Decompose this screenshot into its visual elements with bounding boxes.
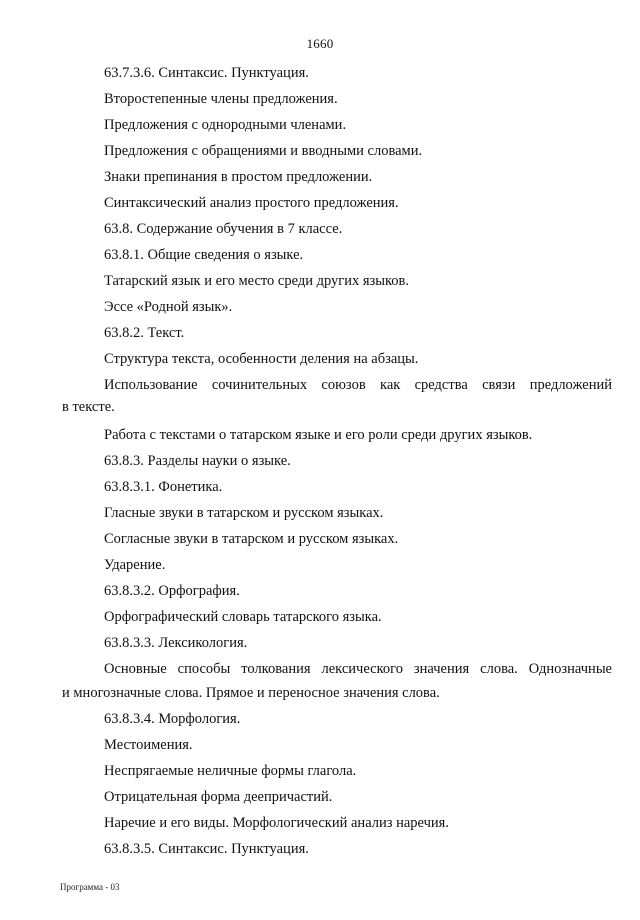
page-footer: Программа - 03 (60, 882, 120, 892)
paragraph: Предложения с обращениями и вводными словами. (104, 143, 423, 159)
paragraph: Второстепенные члены предложения. (104, 91, 338, 107)
section-heading: 63.8.3.2. Орфография. (104, 583, 240, 599)
section-heading: 63.8.3. Разделы науки о языке. (104, 453, 291, 469)
section-heading: 63.8. Содержание обучения в 7 классе. (104, 221, 343, 237)
paragraph: Неспрягаемые неличные формы глагола. (104, 763, 357, 779)
section-heading: 63.8.3.4. Морфология. (104, 711, 241, 727)
section-heading: 63.7.3.6. Синтаксис. Пунктуация. (104, 65, 309, 81)
paragraph: Татарский язык и его место среди других языков. (104, 273, 410, 289)
paragraph: Синтаксический анализ простого предложения. (104, 195, 399, 211)
paragraph: Структура текста, особенности деления на абзацы. (104, 351, 419, 367)
paragraph: Местоимения. (104, 737, 193, 753)
paragraph: Орфографический словарь татарского языка. (104, 609, 382, 625)
paragraph: Эссе «Родной язык». (104, 299, 233, 315)
paragraph-line-justified: Основные способы толкования лексического значения слова. Однозначные (104, 661, 612, 677)
section-heading: 63.8.3.1. Фонетика. (104, 479, 223, 495)
page-number: 1660 (306, 36, 334, 51)
paragraph: Согласные звуки в татарском и русском языках. (104, 531, 399, 547)
section-heading: 63.8.2. Текст. (104, 325, 185, 341)
paragraph: Гласные звуки в татарском и русском языках. (104, 505, 384, 521)
paragraph: Знаки препинания в простом предложении. (104, 169, 373, 185)
paragraph-line-continuation: и многозначные слова. Прямое и переносное значения слова. (62, 685, 440, 701)
paragraph: Предложения с однородными членами. (104, 117, 347, 133)
paragraph: Отрицательная форма деепричастий. (104, 789, 333, 805)
section-heading: 63.8.3.3. Лексикология. (104, 635, 248, 651)
section-heading: 63.8.3.5. Синтаксис. Пунктуация. (104, 841, 309, 857)
paragraph-line-justified: Использование сочинительных союзов как средства связи предложений (104, 377, 612, 393)
paragraph: Работа с текстами о татарском языке и его роли среди других языков. (104, 427, 533, 443)
paragraph: Наречие и его виды. Морфологический анализ наречия. (104, 815, 449, 831)
paragraph: Ударение. (104, 557, 166, 573)
section-heading: 63.8.1. Общие сведения о языке. (104, 247, 304, 263)
paragraph-line-continuation: в тексте. (62, 399, 115, 415)
